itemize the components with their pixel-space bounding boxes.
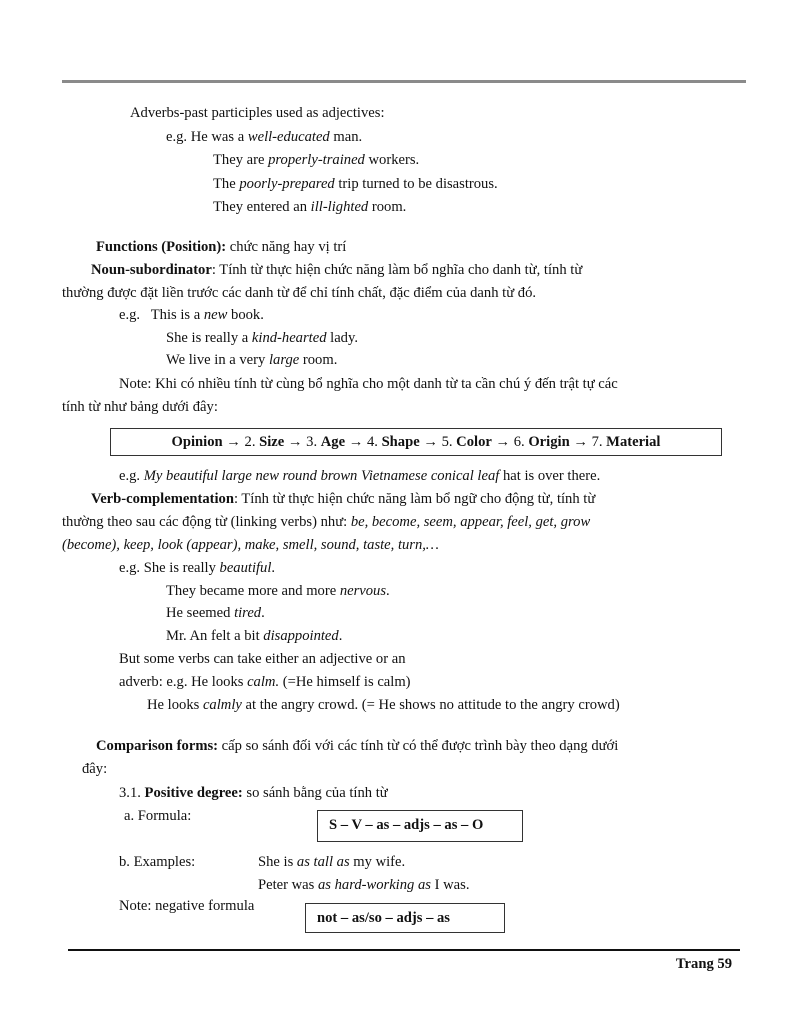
positive-formula-box: S – V – as – adjs – as – O [317,810,523,842]
header-rule [62,80,746,83]
example-line: Peter was as hard-working as I was. [258,877,470,893]
adverb-participle-intro: Adverbs-past participles used as adjectives: [130,105,385,121]
examples-label: b. Examples: [119,854,196,870]
comparison-heading-cont: đây: [82,761,108,777]
noun-subordinator-para-cont: thường được đặt liền trước các danh từ để chỉ tính chất, đặc điểm của danh từ đó. [62,285,537,301]
adverb-note-cont: adverb: e.g. He looks calm. (=He himself is calm) [119,674,411,690]
example-line: She is really a kind-hearted lady. [166,330,358,346]
order-note-cont: tính từ như bảng dưới đây: [62,399,218,415]
functions-heading: Functions (Position): chức năng hay vị trí [96,239,347,255]
formula-label: a. Formula: [124,808,192,824]
verb-complementation-para: Verb-complementation: Tính từ thực hiện chức năng làm bổ ngữ cho động từ, tính từ [91,491,596,507]
adjective-order-box: Opinion → 2. Size → 3. Age → 4. Shape → 5. Color → 6. Origin → 7. Material [110,428,722,456]
example-line: We live in a very large room. [166,352,338,368]
example-line: She is as tall as my wife. [258,854,406,870]
example-line: Mr. An felt a bit disappointed. [166,628,343,644]
example-line: e.g. This is a new book. [119,307,264,323]
example-line: The poorly-prepared trip turned to be disastrous. [213,176,498,192]
order-example: e.g. My beautiful large new round brown Vietnamese conical leaf hat is over there. [119,468,601,484]
positive-degree-heading: 3.1. Positive degree: so sánh bằng của tính từ [119,785,388,801]
example-line: They became more and more nervous. [166,583,390,599]
noun-subordinator-para: Noun-subordinator: Tính từ thực hiện chức năng làm bổ nghĩa cho danh từ, tính từ [91,262,583,278]
page-number: Trang 59 [675,956,732,972]
footer-rule [68,949,740,951]
adverb-note: But some verbs can take either an adjective or an [119,651,406,667]
verb-complementation-para-cont: thường theo sau các động từ (linking verbs) như: be, become, seem, appear, feel, get, grow [62,514,591,530]
example-line: They are properly-trained workers. [213,152,420,168]
adverb-note-example: He looks calmly at the angry crowd. (= He shows no attitude to the angry crowd) [147,697,620,713]
verb-complementation-para-cont: (become), keep, look (appear), make, smell, sound, taste, turn,… [62,537,439,553]
example-line: e.g. She is really beautiful. [119,560,276,576]
negative-formula-label: Note: negative formula [119,898,255,914]
comparison-heading: Comparison forms: cấp so sánh đối với các tính từ có thể được trình bày theo dạng dưới [96,738,619,754]
example-line: e.g. He was a well-educated man. [166,129,363,145]
negative-formula-box: not – as/so – adjs – as [305,903,505,933]
example-line: They entered an ill-lighted room. [213,199,407,215]
example-line: He seemed tired. [166,605,265,621]
order-note: Note: Khi có nhiều tính từ cùng bổ nghĩa cho một danh từ ta cần chú ý đến trật tự các [119,376,618,392]
